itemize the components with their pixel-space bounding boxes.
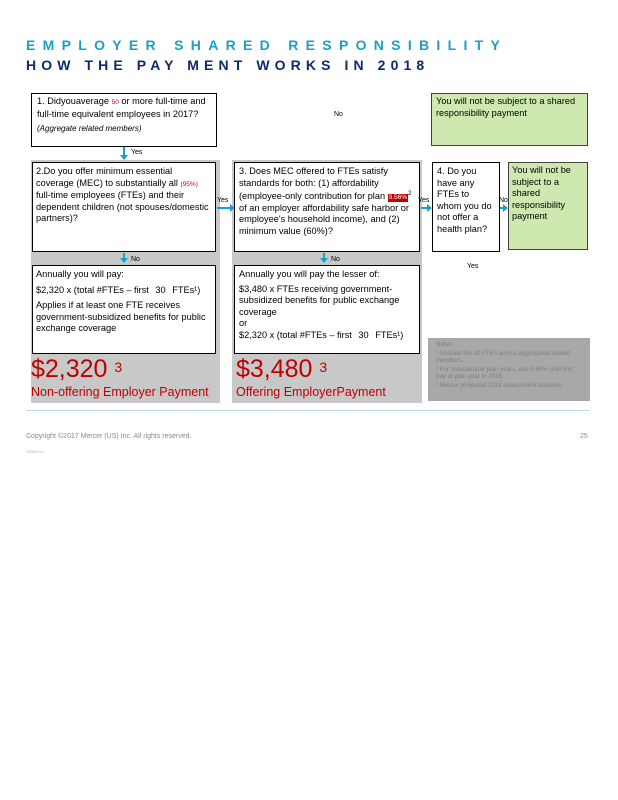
amount-1 [31,355,122,383]
q2-no-label: No [131,256,140,263]
payment-2-intro: Annually you will pay the lesser of: [239,269,380,279]
question-2-box [32,162,216,252]
payment-2-formula-b-num: 30 [358,329,369,340]
payment-2-or: or [239,318,248,328]
question-2-text-cont: full-time employees (FTEs) and their dependent children (not spouses/domestic partners)? [36,190,209,223]
payment-2-formula-b-end: FTEs¹) [375,329,404,340]
note-2: ² For noncalendar plan years, use 9.69% until first day of plan year in 2018. [436,365,573,381]
q1-yes-label: Yes [131,149,143,156]
q1-yes-arrowhead [120,155,128,160]
q4-yes-label: Yes [467,263,479,270]
slide-subtitle: HOW THE PAY MENT WORKS IN 2018 [26,57,430,73]
threshold-50-tag: 50 [111,99,119,106]
payment-2-formula-b [239,330,415,342]
percent-95-tag: (95%) [180,180,198,188]
note-3: ³ Mercer projected 2018 assessment amounts. [436,381,564,389]
payment-1-formula-end: FTEs¹) [172,284,201,295]
q4-no-label: No [499,197,508,204]
payment-1-formula [36,285,212,297]
percent-9-56-tag: 9.56% [388,194,408,202]
q2-yes-arrow [217,207,231,209]
notes-box [428,338,590,401]
q2-no-arrowhead [120,258,128,263]
right-result-text: You will not be subject to a shared responsibility payment [512,165,571,221]
question-1-text: 1. Didyouaverage [37,96,110,106]
footer-divider [26,410,590,411]
slide-title: EMPLOYER SHARED RESPONSIBILITY [26,37,508,53]
copyright-text: Copyright ©2017 Mercer (US) Inc. All rights reserved. [26,433,192,440]
top-result-box [431,93,588,146]
amount-2-footnote: 3 [319,359,328,375]
amount-1-footnote: 3 [114,359,123,375]
footnote-2-marker: 2 [408,191,412,197]
payment-2-box [234,265,420,354]
question-4-text: 4. Do you have any FTEs to whom you do not offer a health plan? [437,166,492,234]
payment-2-formula-a: $3,480 x FTEs receiving government-subsidized benefits for public exchange coverage [239,283,400,317]
amount-1-value: $2,320 [31,355,108,383]
question-3-text-cont: of an employer affordability safe harbor or employee's household income), and (2) minimum value (60%)? [239,202,409,236]
amount-1-caption: Non-offering Employer Payment [31,385,209,399]
amount-2-value: $3,480 [236,355,313,383]
question-3-text: 3. Does MEC offered to FTEs satisfy standards for both: (1) affordability (employee-only contribution for plan [239,166,388,202]
question-4-box [432,162,500,252]
top-result-text: You will not be subject to a shared responsibility payment [436,96,576,118]
q3-yes-label: Yes [418,197,430,204]
amount-2 [236,355,327,383]
question-1-note: (Aggregate related members) [37,124,142,133]
amount-2-caption: Offering EmployerPayment [236,385,386,399]
payment-1-intro: Annually you will pay: [36,269,124,279]
page-number: 25 [580,433,588,440]
q1-no-label: No [334,111,343,118]
right-result-box [508,162,588,250]
payment-2-formula-b-text: $2,320 x (total #FTEs – first [239,329,352,340]
question-1-box [31,93,217,147]
document-code: 15302014 [26,449,44,454]
payment-1-box [32,265,216,354]
q3-no-label: No [331,256,340,263]
q2-yes-label: Yes [217,197,229,204]
payment-1-formula-text: $2,320 x (total #FTEs – first [36,284,149,295]
question-1-text-cont: or more full-time and full-time equivalent employees in 2017? [37,96,206,119]
question-3-box [234,162,420,252]
note-1: ¹ Allocate the 30 FTEs across aggregated related members. [436,349,571,365]
q3-no-arrowhead [320,258,328,263]
payment-1-formula-num: 30 [155,284,166,295]
question-2-text: 2.Do you offer minimum essential coverage (MEC) to substantially all [36,166,178,188]
notes-heading: Notes [436,341,453,348]
payment-1-condition: Applies if at least one FTE receives government-subsidized benefits for public exchange coverage [36,300,206,333]
